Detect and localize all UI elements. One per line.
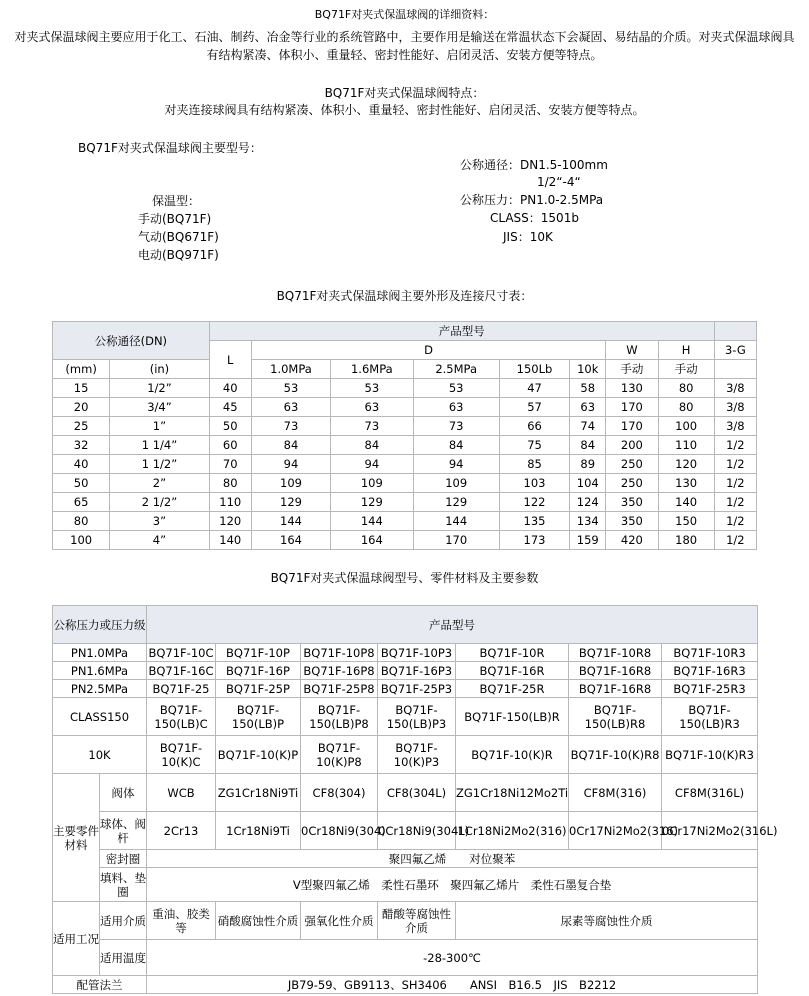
dimension-cell: 1/2” — [110, 379, 209, 398]
material-cell: ZG1Cr18Ni12Mo2Ti — [456, 774, 569, 812]
dimension-cell: 110 — [209, 493, 251, 512]
intro-heading: BQ71F对夹式保温球阀的详细资料： — [314, 8, 495, 21]
dimension-cell: 53 — [251, 379, 330, 398]
model-row — [53, 644, 758, 662]
dimension-cell: 120 — [209, 512, 251, 531]
model-row — [53, 698, 758, 736]
dimension-cell: 129 — [331, 493, 413, 512]
dimension-cell: 47 — [499, 379, 569, 398]
model-cell: BQ71F-150(LB)R8 — [569, 698, 662, 736]
temperature-value: -28-300℃ — [147, 940, 758, 976]
dimension-cell: 420 — [606, 531, 658, 550]
material-table-title: BQ71F对夹式保温球阀型号、零件材料及主要参数 — [270, 571, 539, 585]
ball-label: 球体、阀杆 — [100, 812, 147, 850]
dimension-cell: 84 — [331, 436, 413, 455]
dimension-cell: 159 — [570, 531, 606, 550]
dimension-cell: 45 — [209, 398, 251, 417]
dimension-cell: 170 — [606, 398, 658, 417]
dimension-cell: 63 — [413, 398, 499, 417]
mm-header: (mm) — [53, 360, 110, 379]
model-cell: BQ71F-16P8 — [301, 662, 378, 680]
model-row — [53, 736, 758, 774]
d-col-header: 150Lb — [499, 360, 569, 379]
dn-header: 公称通径(DN) — [53, 322, 210, 360]
dimension-row — [53, 398, 757, 417]
dimension-cell: 89 — [570, 455, 606, 474]
spec-dn: 公称通径：DN1.5-100mm — [460, 158, 608, 172]
dimension-cell: 80 — [658, 398, 714, 417]
dimension-cell: 2 1/2” — [110, 493, 209, 512]
dimension-cell: 1/2 — [714, 493, 756, 512]
model-cell: BQ71F-25R3 — [662, 680, 758, 698]
pressure-label: PN2.5MPa — [53, 680, 147, 698]
flange-value: JB79-59、GB9113、SH3406 ANSI B16.5 JIS B2212 — [147, 976, 758, 994]
intro-paragraph: 对夹式保温球阀主要应用于化工、石油、制药、冶金等行业的系统管路中，主要作用是输送在常温状态下会凝固、易结晶的介质。对夹式保温球阀具有结构紧凑、体积小、重量轻、密封性能好、启闭灵活、安装方便等特点。 — [14, 30, 795, 62]
flange-label: 配管法兰 — [53, 976, 147, 994]
model-cell: BQ71F-16R — [456, 662, 569, 680]
dimension-cell: 25 — [53, 417, 110, 436]
d-col-header: 1.6MPa — [331, 360, 413, 379]
dimension-cell: 100 — [658, 417, 714, 436]
dimension-cell: 94 — [251, 455, 330, 474]
dimension-cell: 1 1/2” — [110, 455, 209, 474]
model-cell: BQ71F-16R3 — [662, 662, 758, 680]
dimension-cell: 3/8 — [714, 398, 756, 417]
model-cell: BQ71F-16R8 — [569, 662, 662, 680]
dimension-cell: 164 — [331, 531, 413, 550]
conditions-group-label: 适用工况 — [53, 902, 100, 976]
insulation-label: 保温型： — [152, 194, 201, 208]
dimension-cell: 170 — [606, 417, 658, 436]
model-cell: BQ71F-150(LB)C — [147, 698, 216, 736]
parts-group-label: 主要零件材料 — [53, 774, 100, 902]
pressure-label: 10K — [53, 736, 147, 774]
dimension-table-title: BQ71F对夹式保温球阀主要外形及连接尺寸表： — [276, 289, 533, 303]
model-cell: BQ71F-10P8 — [301, 644, 378, 662]
dimension-cell: 40 — [209, 379, 251, 398]
dimension-cell: 144 — [413, 512, 499, 531]
dimension-cell: 1/2 — [714, 512, 756, 531]
material-cell: 0Cr17Ni2Mo2(316L) — [662, 812, 758, 850]
dimension-cell: 110 — [658, 436, 714, 455]
model-cell: BQ71F-10(K)R8 — [569, 736, 662, 774]
dimension-cell: 53 — [331, 379, 413, 398]
d-col-header: 1.0MPa — [251, 360, 330, 379]
dimension-cell: 84 — [570, 436, 606, 455]
dimension-row — [53, 417, 757, 436]
d-col-header: 2.5MPa — [413, 360, 499, 379]
spec-inch: 1/2“-4“ — [537, 175, 581, 189]
dimension-cell: 104 — [570, 474, 606, 493]
dimension-cell: 53 — [413, 379, 499, 398]
material-table — [52, 605, 778, 994]
model-cell: BQ71F-10(K)P3 — [378, 736, 456, 774]
dimension-cell: 170 — [413, 531, 499, 550]
medium-cell: 重油、胶类等 — [147, 902, 216, 940]
dimension-cell: 3/8 — [714, 417, 756, 436]
dimension-cell: 80 — [53, 512, 110, 531]
medium-cell: 尿素等腐蚀性介质 — [456, 902, 758, 940]
pressure-label: PN1.6MPa — [53, 662, 147, 680]
type-pneumatic: 气动(BQ671F) — [138, 230, 219, 244]
dimension-cell: 50 — [209, 417, 251, 436]
temperature-label: 适用温度 — [100, 940, 147, 976]
material-cell: 0Cr18Ni9(304) — [301, 812, 378, 850]
dimension-cell: 1 1/4” — [110, 436, 209, 455]
features-text: 对夹连接球阀具有结构紧凑、体积小、重量轻、密封性能好、启闭灵活、安装方便等特点。 — [164, 103, 645, 117]
material-cell: CF8M(316) — [569, 774, 662, 812]
dimension-cell: 74 — [570, 417, 606, 436]
dimension-cell: 75 — [499, 436, 569, 455]
dimension-cell: 109 — [251, 474, 330, 493]
medium-cell: 硝酸腐蚀性介质 — [216, 902, 301, 940]
body-label: 阀体 — [100, 774, 147, 812]
model-cell: BQ71F-150(LB)R — [456, 698, 569, 736]
dimension-row — [53, 379, 757, 398]
dimension-cell: 3/4” — [110, 398, 209, 417]
dimension-cell: 144 — [251, 512, 330, 531]
material-cell: 1Cr18Ni9Ti — [216, 812, 301, 850]
dimension-cell: 134 — [570, 512, 606, 531]
material-cell: 2Cr13 — [147, 812, 216, 850]
dimension-cell: 73 — [331, 417, 413, 436]
dimension-cell: 73 — [413, 417, 499, 436]
dimension-row — [53, 493, 757, 512]
d-col-header: 10k — [570, 360, 606, 379]
medium-cell: 强氧化性介质 — [301, 902, 378, 940]
type-manual: 手动(BQ71F) — [138, 212, 212, 226]
medium-label: 适用介质 — [100, 902, 147, 940]
dimension-row — [53, 512, 757, 531]
dimension-cell: 250 — [606, 474, 658, 493]
model-cell: BQ71F-10(K)C — [147, 736, 216, 774]
dimension-cell: 130 — [606, 379, 658, 398]
model-cell: BQ71F-10(K)P — [216, 736, 301, 774]
dimension-row — [53, 455, 757, 474]
model-cell: BQ71F-10P — [216, 644, 301, 662]
dimension-cell: 3” — [110, 512, 209, 531]
dimension-cell: 1/2 — [714, 474, 756, 493]
dimension-row — [53, 531, 757, 550]
model-cell: BQ71F-10R8 — [569, 644, 662, 662]
dimension-cell: 129 — [251, 493, 330, 512]
model-cell: BQ71F-150(LB)R3 — [662, 698, 758, 736]
dimension-cell: 1” — [110, 417, 209, 436]
pressure-header: 公称压力或压力级 — [53, 606, 147, 644]
dimension-cell: 109 — [331, 474, 413, 493]
dimension-cell: 122 — [499, 493, 569, 512]
dimension-cell: 94 — [331, 455, 413, 474]
model-cell: BQ71F-10C — [148, 645, 214, 660]
dimension-row — [53, 436, 757, 455]
dimension-cell: 129 — [413, 493, 499, 512]
dimension-cell: 4” — [110, 531, 209, 550]
dimension-cell: 84 — [251, 436, 330, 455]
packing-value: V型聚四氟乙烯 柔性石墨环 聚四氟乙烯片 柔性石墨复合垫 — [147, 868, 758, 902]
model-cell: BQ71F-10P3 — [378, 644, 456, 662]
model-cell: BQ71F-10(K)R3 — [662, 736, 758, 774]
l-header: L — [209, 341, 251, 379]
model-cell: BQ71F-150(LB)P — [216, 698, 301, 736]
dimension-cell: 250 — [606, 455, 658, 474]
model-cell: BQ71F-10(K)R — [456, 736, 569, 774]
dimension-cell: 164 — [251, 531, 330, 550]
product-model-header: 产品型号 — [147, 606, 758, 644]
dimension-cell: 70 — [209, 455, 251, 474]
material-cell: ZG1Cr18Ni9Ti — [216, 774, 301, 812]
seal-label: 密封圈 — [100, 850, 147, 868]
dimension-cell: 80 — [209, 474, 251, 493]
material-cell: CF8M(316L) — [662, 774, 758, 812]
dimension-cell: 144 — [331, 512, 413, 531]
w-sub-header: 手动 — [606, 360, 658, 379]
dimension-cell: 50 — [53, 474, 110, 493]
dimension-cell: 2” — [110, 474, 209, 493]
model-cell: BQ71F-150(LB)P8 — [301, 698, 378, 736]
model-cell: BQ71F-10R — [456, 644, 569, 662]
dimension-row — [53, 474, 757, 493]
dimension-cell: 130 — [658, 474, 714, 493]
dimension-cell: 140 — [658, 493, 714, 512]
material-cell: CF8(304L) — [378, 774, 456, 812]
model-cell: BQ71F-25P3 — [378, 680, 456, 698]
model-cell: BQ71F-25 — [147, 680, 216, 698]
dimension-cell: 1/2 — [714, 436, 756, 455]
model-cell: BQ71F-150(LB)P3 — [378, 698, 456, 736]
type-electric: 电动(BQ971F) — [138, 248, 219, 262]
dimension-cell: 57 — [499, 398, 569, 417]
model-cell: BQ71F-25P — [216, 680, 301, 698]
dimension-cell: 140 — [209, 531, 251, 550]
dimension-cell: 180 — [658, 531, 714, 550]
dimension-cell: 84 — [413, 436, 499, 455]
features-heading: BQ71F对夹式保温球阀特点： — [324, 86, 485, 100]
dimension-cell: 1/2 — [714, 531, 756, 550]
dimension-cell: 200 — [606, 436, 658, 455]
dimension-cell: 150 — [658, 512, 714, 531]
dimension-cell: 63 — [331, 398, 413, 417]
dimension-cell: 120 — [658, 455, 714, 474]
seal-value: 聚四氟乙烯 对位聚苯 — [147, 850, 758, 868]
material-cell: CF8(304) — [301, 774, 378, 812]
model-cell: BQ71F-16P — [216, 662, 301, 680]
h-header: H — [658, 341, 714, 360]
dimension-cell: 80 — [658, 379, 714, 398]
d-header: D — [251, 341, 605, 360]
h-sub-header: 手动 — [658, 360, 714, 379]
model-row — [53, 662, 758, 680]
dimension-cell: 350 — [606, 493, 658, 512]
dimension-cell: 109 — [413, 474, 499, 493]
pressure-label: CLASS150 — [53, 698, 147, 736]
product-header: 产品型号 — [209, 322, 714, 341]
dimension-cell: 173 — [499, 531, 569, 550]
dimension-cell: 32 — [53, 436, 110, 455]
medium-cell: 醋酸等腐蚀性介质 — [378, 902, 456, 940]
model-cell: BQ71F-16C — [148, 663, 214, 678]
dimension-cell: 66 — [499, 417, 569, 436]
model-cell: BQ71F-10R3 — [662, 644, 758, 662]
dimension-cell: 58 — [570, 379, 606, 398]
spec-pn: 公称压力：PN1.0-2.5MPa — [460, 193, 604, 207]
model-cell: BQ71F-25R — [456, 680, 569, 698]
model-cell: BQ71F-16R8 — [569, 680, 662, 698]
dimension-cell: 1/2 — [714, 455, 756, 474]
dimension-cell: 40 — [53, 455, 110, 474]
dimension-cell: 60 — [209, 436, 251, 455]
model-cell: BQ71F-10(K)P8 — [301, 736, 378, 774]
dimension-cell: 20 — [53, 398, 110, 417]
dimension-cell: 85 — [499, 455, 569, 474]
dimension-cell: 124 — [570, 493, 606, 512]
in-header: (in) — [110, 360, 209, 379]
material-cell: 0Cr17Ni2Mo2(316) — [569, 812, 662, 850]
dimension-cell: 3/8 — [714, 379, 756, 398]
model-row — [53, 680, 758, 698]
dimension-cell: 15 — [53, 379, 110, 398]
spec-class: CLASS：1501b — [490, 211, 579, 225]
dimension-cell: 350 — [606, 512, 658, 531]
pressure-label: PN1.0MPa — [53, 644, 147, 662]
dimension-cell: 65 — [53, 493, 110, 512]
dimension-cell: 100 — [53, 531, 110, 550]
model-cell: BQ71F-16P3 — [378, 662, 456, 680]
dimension-cell: 73 — [251, 417, 330, 436]
material-cell: 0Cr18Ni9(304L) — [378, 812, 456, 850]
w-header: W — [606, 341, 658, 360]
dimension-table — [52, 321, 757, 550]
dimension-cell: 63 — [251, 398, 330, 417]
material-cell: WCB — [147, 774, 216, 812]
dimension-cell: 135 — [499, 512, 569, 531]
dimension-cell: 103 — [499, 474, 569, 493]
model-cell: BQ71F-25P8 — [301, 680, 378, 698]
packing-label: 填料、垫圈 — [100, 868, 147, 902]
dimension-cell: 94 — [413, 455, 499, 474]
dimension-cell: 63 — [570, 398, 606, 417]
g-header: 3-G — [714, 341, 756, 360]
material-cell: 1Cr18Ni2Mo2(316) — [456, 812, 569, 850]
models-heading: BQ71F对夹式保温球阀主要型号： — [78, 141, 262, 155]
spec-jis: JIS：10K — [503, 230, 553, 244]
